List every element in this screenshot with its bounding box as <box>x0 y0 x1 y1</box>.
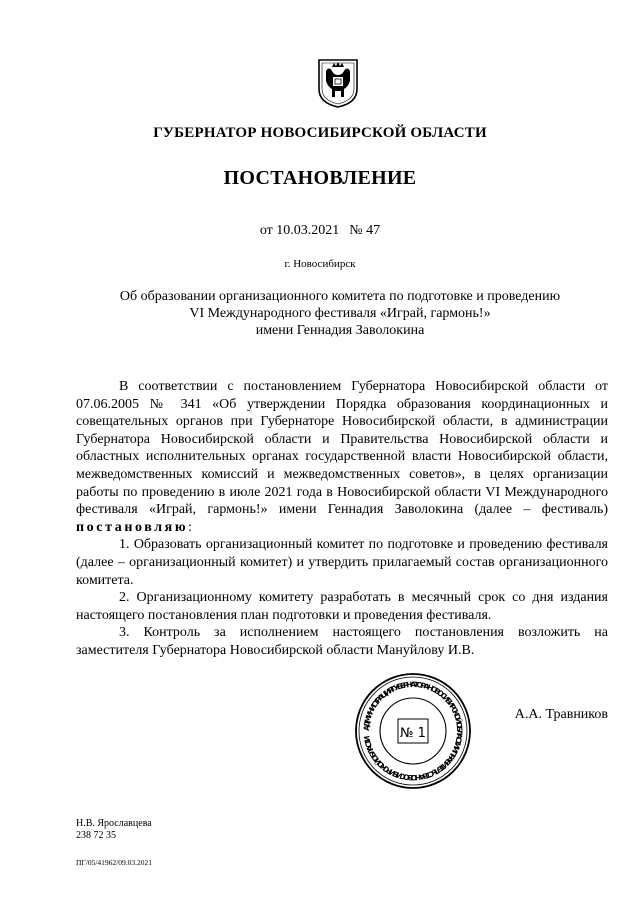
stamp-ring-text: АДМИНИСТРАЦИЯ ГУБЕРНАТОРА НОВОСИБИРСКОЙ ОБЛАСТИ И ПРАВИТЕЛЬСТВА НОВОСИБИРСКОЙ ОБЛАСТИ <box>361 679 465 783</box>
coat-of-arms-icon <box>316 57 360 109</box>
preamble-end: : <box>188 519 193 535</box>
executor-phone: 238 72 35 <box>76 830 116 841</box>
clause-1: 1. Образовать организационный комитет по подготовке и проведению фестиваля (далее – организационный комитет) и утвердить прилагаемый состав организационного комитета. <box>76 537 608 588</box>
document-subject <box>60 288 620 339</box>
decree-word: постановляю <box>76 519 189 535</box>
signer-name: А.А. Травников <box>514 707 608 722</box>
executor-block <box>76 818 152 842</box>
official-stamp <box>354 672 472 790</box>
document-type-title: ПОСТАНОВЛЕНИЕ <box>223 167 417 189</box>
document-city: г. Новосибирск <box>284 258 356 270</box>
document-date: от 10.03.2021 <box>259 223 340 238</box>
stamp-number: № 1 <box>400 726 426 741</box>
clause-2: 2. Организационному комитету разработать в месячный срок со дня издания настоящего постановления план подготовки и проведения фестиваля. <box>76 590 608 623</box>
preamble-paragraph <box>76 378 608 536</box>
subject-line: имени Геннадия Заволокина <box>255 323 425 338</box>
subject-line: VI Международного фестиваля «Играй, гармонь!» <box>189 306 491 321</box>
document-code: ПГ/05/41962/09.03.2021 <box>76 858 153 867</box>
preamble-text: В соответствии с постановлением Губернатора Новосибирской области от 07.06.2005 № 341 «Об утверждении Порядка образования координационных и совещательных органов при Губернаторе Новосибирской области, в администрации Губернатора Новосибирской области и Правительства Новосибирской области и областных исполнительных органах государственной власти Новосибирской области, межведомственных комиссий и межведомственных советов», в целях организации работы по проведению в июле 2021 года в Новосибирской области VI Международного фестиваля «Играй, гармонь!» имени Геннадия Заволокина (далее – фестиваль) <box>76 379 608 518</box>
document-number: № 47 <box>349 223 381 238</box>
document-body <box>76 378 608 660</box>
authority-title: ГУБЕРНАТОР НОВОСИБИРСКОЙ ОБЛАСТИ <box>153 125 487 141</box>
clause-3: 3. Контроль за исполнением настоящего постановления возложить на заместителя Губернатора Новосибирской области Мануйлову И.В. <box>76 625 608 658</box>
executor-name: Н.В. Ярославцева <box>76 818 152 829</box>
subject-line: Об образовании организационного комитета по подготовке и проведению <box>119 289 561 304</box>
document-date-line <box>0 223 640 239</box>
